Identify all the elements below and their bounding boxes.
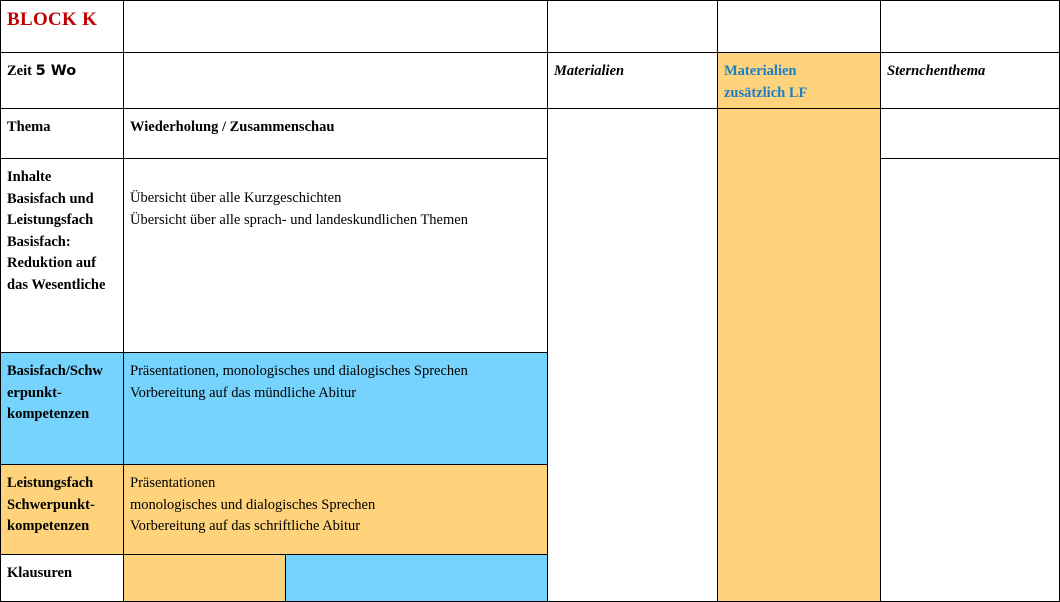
materialien-column: [547, 108, 717, 602]
basisfach-label-line: kompetenzen: [7, 406, 90, 422]
basisfach-label-line: erpunkt-: [7, 384, 62, 401]
header-blank-cell: [717, 0, 880, 52]
header-blank-cell: [547, 0, 717, 52]
zeit-blank-cell: [123, 52, 547, 108]
inhalte-line: Übersicht über alle Kurzgeschichten: [130, 190, 342, 206]
sternchenthema-thema-cell: [880, 108, 1060, 158]
inhalte-content: [123, 158, 547, 352]
materialien-lf-column: [717, 108, 880, 602]
leistungsfach-label-line: Leistungsfach: [7, 475, 94, 491]
leistungsfach-label: [0, 464, 123, 554]
inhalte-label-line: Leistungsfach: [7, 212, 94, 228]
leistungsfach-label-line: Schwerpunkt-: [7, 496, 95, 513]
thema-label: Thema: [0, 108, 123, 158]
basisfach-line: Vorbereitung auf das mündliche Abitur: [130, 384, 357, 401]
inhalte-label: [0, 158, 123, 352]
leistungsfach-line: Präsentationen: [130, 475, 216, 491]
klausuren-label: Klausuren: [0, 554, 123, 602]
materialien-header: Materialien: [547, 52, 717, 108]
basisfach-line: Präsentationen, monologisches und dialogisches Sprechen: [130, 363, 468, 379]
zeit-label: Zeit: [7, 63, 36, 79]
basisfach-label-line: Basisfach/Schw: [7, 363, 103, 379]
thema-value: Wiederholung / Zusammenschau: [123, 108, 547, 158]
header-blank-cell: [880, 0, 1060, 52]
leistungsfach-line: Vorbereitung auf das schriftliche Abitur: [130, 518, 361, 534]
inhalte-line: Übersicht über alle sprach- und landeskundlichen Themen: [130, 211, 468, 228]
inhalte-label-line: Basisfach und: [7, 190, 94, 207]
materialien-lf-header-line1: Materialien: [724, 63, 797, 79]
basisfach-label: [0, 352, 123, 464]
materialien-lf-header-line2: zusätzlich LF: [724, 84, 808, 101]
zeit-cell: [0, 52, 123, 108]
sternchenthema-column: [880, 158, 1060, 602]
materialien-lf-header: [717, 52, 880, 108]
basisfach-content: [123, 352, 547, 464]
leistungsfach-content: [123, 464, 547, 554]
block-title: BLOCK K: [0, 0, 123, 52]
inhalte-label-line: Reduktion auf: [7, 255, 97, 271]
inhalte-label-line: das Wesentliche: [7, 276, 106, 293]
inhalte-label-line: Inhalte: [7, 169, 52, 185]
sternchenthema-header: Sternchenthema: [880, 52, 1060, 108]
inhalte-label-line: Basisfach:: [7, 233, 71, 250]
zeit-value: 5 Wo: [35, 63, 77, 79]
leistungsfach-label-line: kompetenzen: [7, 518, 90, 534]
header-blank-cell: [123, 0, 547, 52]
leistungsfach-line: monologisches und dialogisches Sprechen: [130, 496, 376, 513]
klausuren-bf-cell: [285, 554, 547, 602]
klausuren-lf-cell: [123, 554, 285, 602]
